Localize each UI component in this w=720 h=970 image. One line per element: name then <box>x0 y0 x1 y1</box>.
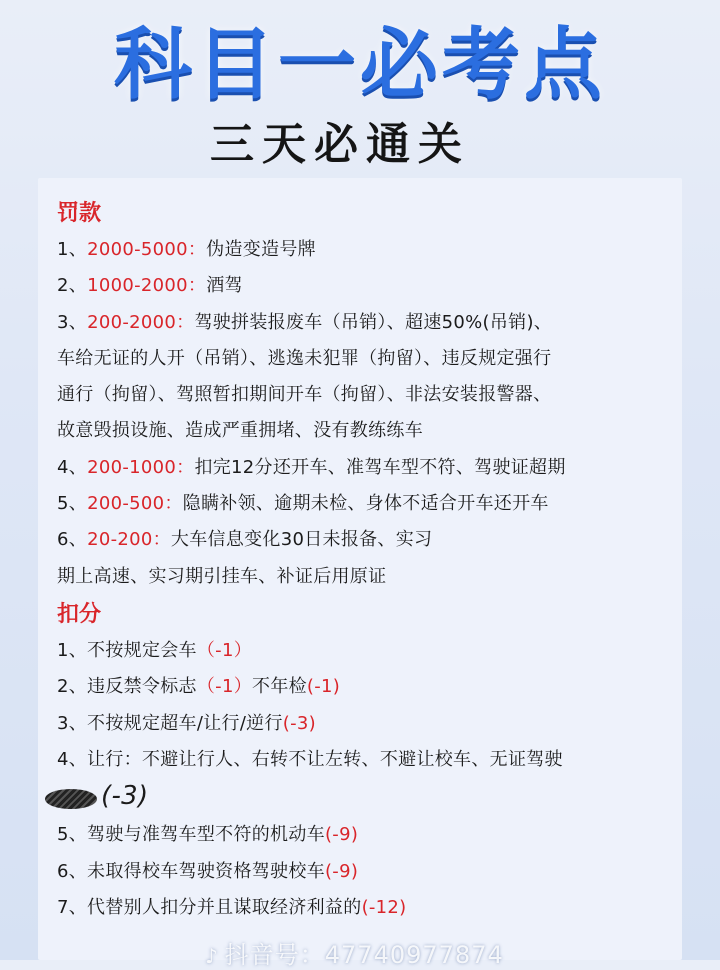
fine-amount: 2000-5000： <box>87 239 207 260</box>
fine-item-4: 4、200-1000：扣完12分还开车、准驾车型不符、驾驶证超期 <box>57 456 566 478</box>
fine-amount: 20-200： <box>87 529 171 551</box>
fine-item-3-cont: 故意毁损设施、造成严重拥堵、没有教练练车 <box>57 420 423 442</box>
handwritten-penalty: (-3) <box>101 781 149 812</box>
scribble-mark <box>45 789 97 809</box>
page-title: 科目一必考点 <box>113 20 606 110</box>
point-item-4: 4、让行：不避让行人、右转不让左转、不避让校车、无证驾驶 <box>57 748 563 770</box>
fine-amount: 200-500： <box>87 493 183 515</box>
douyin-note-icon: ♪ <box>205 944 219 968</box>
point-item-7: 7、代替别人扣分并且谋取经济利益的(-12) <box>57 897 407 919</box>
fine-item-1: 1、2000-5000：伪造变造号牌 <box>57 239 316 260</box>
fine-amount: 1000-2000： <box>87 275 207 297</box>
fine-item-3-cont: 通行（拘留）、驾照暂扣期间开车（拘留）、非法安装报警器、 <box>57 384 552 406</box>
content-body <box>57 196 697 926</box>
fine-item-3-cont: 车给无证的人开（吊销）、逃逸未犯罪（拘留）、违反规定强行 <box>57 347 552 369</box>
points-heading: 扣分 <box>57 601 102 627</box>
fine-amount: 200-2000： <box>87 311 195 333</box>
point-item-3: 3、不按规定超车/让行/逆行(-3) <box>57 712 316 734</box>
fine-item-6-cont: 期上高速、实习期引挂车、补证后用原证 <box>57 565 387 587</box>
fine-amount: 200-1000： <box>87 456 195 478</box>
fine-item-3: 3、200-2000：驾驶拼装报废车（吊销）、超速50%(吊销)、 <box>57 311 553 333</box>
point-item-5: 5、驾驶与准驾车型不符的机动车(-9) <box>57 824 359 846</box>
point-item-1: 1、不按规定会车（-1） <box>57 639 253 661</box>
page-subtitle: 三天必通关 <box>210 119 470 170</box>
point-item-6: 6、未取得校车驾驶资格驾驶校车(-9) <box>57 860 359 882</box>
point-item-4-cont <box>45 778 697 817</box>
point-item-2: 2、违反禁令标志（-1）不年检(-1) <box>57 676 341 698</box>
fine-item-6: 6、20-200：大车信息变化30日未报备、实习 <box>57 529 433 551</box>
fines-heading: 罚款 <box>57 201 102 226</box>
fine-item-2: 2、1000-2000：酒驾 <box>57 275 243 297</box>
fine-item-5: 5、200-500：隐瞒补领、逾期未检、身体不适合开车还开车 <box>57 493 549 515</box>
douyin-watermark: ♪ 抖音号：47740977874 <box>205 941 504 969</box>
